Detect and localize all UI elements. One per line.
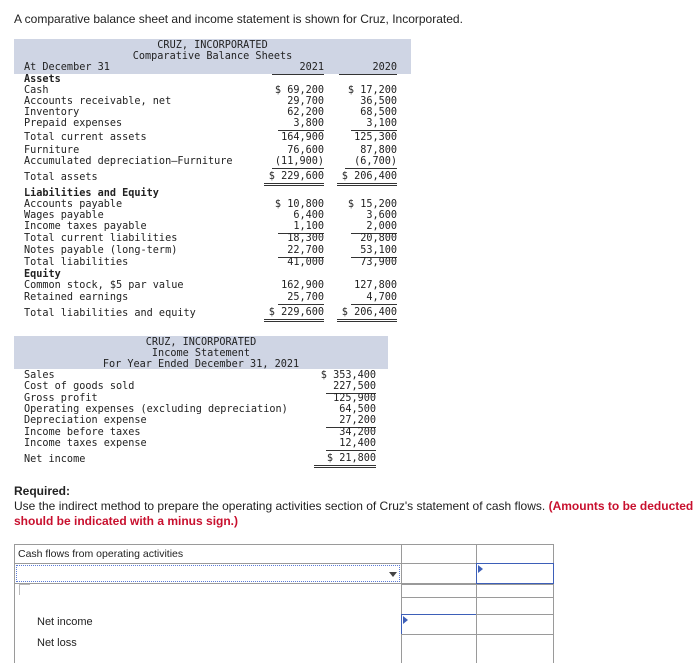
cf-row4-total[interactable] xyxy=(476,614,554,635)
bs-label-tcl: Total current liabilities xyxy=(24,233,178,244)
bs-label-cash: Cash xyxy=(24,85,49,96)
dropdown-option-net-income[interactable]: Net income xyxy=(37,616,93,628)
bs-v2-ar: 36,500 xyxy=(360,96,397,107)
is-label-ni: Net income xyxy=(24,454,86,465)
cf-row2-amount[interactable] xyxy=(401,584,477,598)
is-label-tax: Income taxes expense xyxy=(24,438,147,449)
cf-row1-total[interactable] xyxy=(476,563,554,584)
bs-v1-re: 25,700 xyxy=(278,292,324,305)
bs-label-re: Retained earnings xyxy=(24,292,129,303)
bs-v2-wages: 3,600 xyxy=(366,210,397,221)
required-heading: Required: xyxy=(14,484,71,498)
intro-text: A comparative balance sheet and income statement is shown for Cruz, Incorporated. xyxy=(14,12,463,26)
required-note: (Amounts to be deducted should be indicated with a minus sign.) xyxy=(14,499,694,528)
equity-heading: Equity xyxy=(24,269,61,280)
bs-v1-ta: $ 229,600 xyxy=(264,171,324,186)
bs-v2-ap: $ 15,200 xyxy=(347,199,397,210)
bs-label-notes: Notes payable (long-term) xyxy=(24,245,178,256)
bs-v1-furniture: 76,600 xyxy=(287,145,324,156)
bs-v1-tle: $ 229,600 xyxy=(264,307,324,322)
is-v-opex: 64,500 xyxy=(339,404,376,415)
is-v-tax: 12,400 xyxy=(326,438,376,451)
cf-header-col2 xyxy=(476,544,554,564)
dropdown-option-net-loss[interactable]: Net loss xyxy=(37,637,77,649)
bs-v1-inventory: 62,200 xyxy=(287,107,324,118)
cf-row5-total[interactable] xyxy=(476,634,554,663)
assets-heading: Assets xyxy=(24,74,61,85)
bs-v2-tle: $ 206,400 xyxy=(337,307,397,322)
cf-row1-amount[interactable] xyxy=(401,563,477,584)
required-text: Use the indirect method to prepare the operating activities section of Cruz's statement of cash flows. xyxy=(14,499,546,513)
bs-v1-prepaid: 3,800 xyxy=(278,118,324,131)
bs-label-itp: Income taxes payable xyxy=(24,221,147,232)
is-v-dep: 27,200 xyxy=(326,415,376,428)
is-v-cogs: 227,500 xyxy=(326,381,376,394)
cf-header-label: Cash flows from operating activities xyxy=(18,548,184,560)
cf-row1-total-marker xyxy=(478,565,483,573)
bs-label-tl: Total liabilities xyxy=(24,257,129,268)
bs-v2-itp: 2,000 xyxy=(351,221,397,234)
balance-sheet xyxy=(14,39,411,324)
is-label-dep: Depreciation expense xyxy=(24,415,147,426)
bs-label-ap: Accounts payable xyxy=(24,199,123,210)
bs-v1-ar: 29,700 xyxy=(287,96,324,107)
bs-v2-tl: 73,900 xyxy=(360,257,397,268)
bs-v2-notes: 53,100 xyxy=(351,245,397,258)
bs-year2: 2020 xyxy=(339,62,397,75)
cf-row4-amount-marker xyxy=(403,616,408,624)
cf-row1-dropdown[interactable] xyxy=(16,565,400,582)
is-label-cogs: Cost of goods sold xyxy=(24,381,135,392)
bs-v1-itp: 1,100 xyxy=(278,221,324,234)
bs-v1-tl: 41,000 xyxy=(287,257,324,268)
bs-label-tca: Total current assets xyxy=(24,132,147,143)
is-label-gp: Gross profit xyxy=(24,393,98,404)
is-label-ibt: Income before taxes xyxy=(24,427,141,438)
bs-v1-tcl: 18,300 xyxy=(287,233,324,244)
bs-v1-tca: 164,900 xyxy=(281,132,324,143)
bs-year1: 2021 xyxy=(272,62,324,75)
cf-row2-total[interactable] xyxy=(476,584,554,598)
bs-v2-tca: 125,300 xyxy=(354,132,397,143)
bs-v2-inventory: 68,500 xyxy=(360,107,397,118)
bs-v1-cash: $ 69,200 xyxy=(274,85,324,96)
bs-company: CRUZ, INCORPORATED xyxy=(157,40,268,51)
cf-row3-total[interactable] xyxy=(476,597,554,615)
bs-v2-accdep: (6,700) xyxy=(345,156,397,169)
is-v-ni: $ 21,800 xyxy=(314,453,376,468)
cash-flow-table xyxy=(14,544,554,663)
bs-label-tle: Total liabilities and equity xyxy=(24,308,196,319)
bs-v1-cs: 162,900 xyxy=(281,280,324,291)
bs-label-inventory: Inventory xyxy=(24,107,80,118)
is-v-ibt: 34,200 xyxy=(339,427,376,438)
bs-title: Comparative Balance Sheets xyxy=(132,51,293,62)
is-v-sales: $ 353,400 xyxy=(320,370,376,381)
bs-label-furniture: Furniture xyxy=(24,145,80,156)
required-section xyxy=(14,484,696,529)
cf-row4-amount[interactable] xyxy=(401,614,477,635)
cf-header-col1 xyxy=(401,544,477,564)
bs-label-wages: Wages payable xyxy=(24,210,104,221)
bs-v2-tcl: 20,800 xyxy=(360,233,397,244)
is-company: CRUZ, INCORPORATED xyxy=(145,337,257,348)
dropdown-menu xyxy=(14,584,402,663)
bs-label-cs: Common stock, $5 par value xyxy=(24,280,184,291)
is-title: Income Statement xyxy=(151,348,251,359)
income-statement xyxy=(14,336,388,474)
is-v-gp: 125,900 xyxy=(333,393,376,404)
bs-v2-prepaid: 3,100 xyxy=(351,118,397,131)
bs-v2-cs: 127,800 xyxy=(354,280,397,291)
bs-v1-ap: $ 10,800 xyxy=(274,199,324,210)
bs-v1-wages: 6,400 xyxy=(293,210,324,221)
cf-row3-amount[interactable] xyxy=(401,597,477,615)
bs-label-accdep: Accumulated depreciation—Furniture xyxy=(24,156,233,167)
is-period: For Year Ended December 31, 2021 xyxy=(102,359,300,370)
is-label-opex: Operating expenses (excluding depreciation) xyxy=(24,404,288,415)
bs-label-ta: Total assets xyxy=(24,172,98,183)
bs-v1-accdep: (11,900) xyxy=(272,156,324,169)
bs-v2-cash: $ 17,200 xyxy=(347,85,397,96)
bs-v2-re: 4,700 xyxy=(351,292,397,305)
chevron-down-icon xyxy=(389,572,397,577)
bs-v2-furniture: 87,800 xyxy=(360,145,397,156)
bs-date-label: At December 31 xyxy=(24,62,110,73)
cf-row5-amount[interactable] xyxy=(401,634,477,663)
liabilities-equity-heading: Liabilities and Equity xyxy=(24,188,159,199)
dropdown-menu-corner xyxy=(19,584,30,595)
bs-v1-notes: 22,700 xyxy=(278,245,324,258)
bs-v2-ta: $ 206,400 xyxy=(337,171,397,186)
cf-header-cell xyxy=(14,544,401,564)
is-label-sales: Sales xyxy=(24,370,55,381)
bs-label-ar: Accounts receivable, net xyxy=(24,96,172,107)
bs-label-prepaid: Prepaid expenses xyxy=(24,118,123,129)
